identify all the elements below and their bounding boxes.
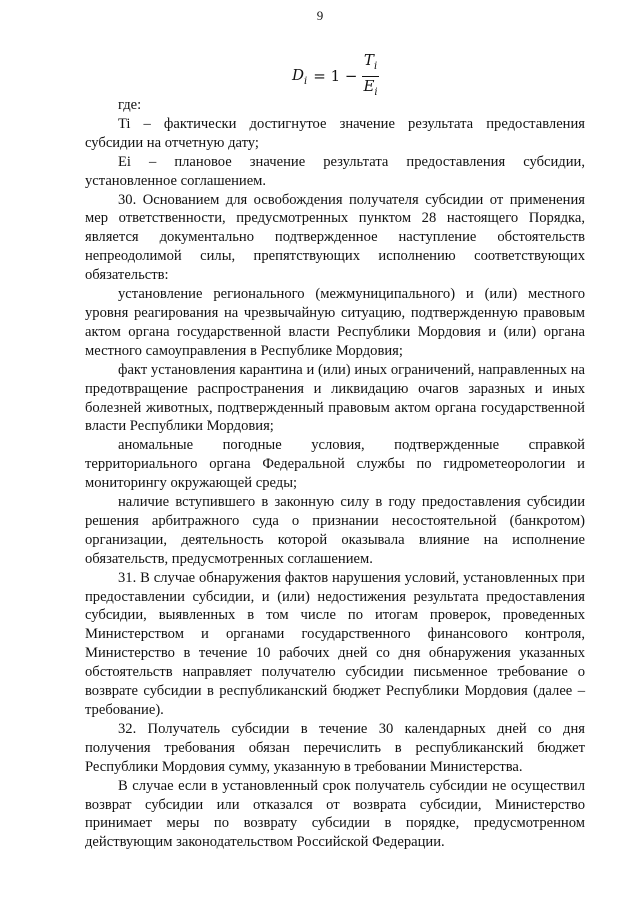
- formula-numerator: $T_i$: [362, 51, 379, 77]
- formula-lhs: $D_i$: [292, 65, 308, 87]
- formula-equals: = 1 −: [313, 67, 358, 85]
- paragraph-30-item-c: аномальные погодные условия, подтвержденные справкой территориального органа Федеральной службы по гидрометеорологии и мониторингу окружающей среды;: [85, 437, 585, 492]
- definition-t: Ti – фактически достигнутое значение результата предоставления субсидии на отчетную дату;: [85, 115, 585, 151]
- paragraph-32: 32. Получатель субсидии в течение 30 календарных дней со дня получения требования обязан перечислить в республиканский бюджет Республики Мордовия сумму, указанную в требовании Министерства.: [85, 720, 585, 775]
- paragraph-30-item-a: установление регионального (межмуниципального) и (или) местного уровня реагирования на чрезвычайную ситуацию, подтвержденную правовым актом органа государственной власти Республики Мордовия и (или) органа местного самоуправления в Республике Мордовия;: [85, 286, 585, 359]
- paragraph-31: 31. В случае обнаружения фактов нарушения условий, установленных при предоставлении субсидии, и (или) недостижения результата предоставления субсидии, выявленных в том числе по итогам проверок, проведенных Министерством и органами государственного финансового контроля, Министерство в течение 10 рабочих дней со дня обнаружения указанных обстоятельств направляет получателю субсидии письменное требование о возврате субсидии в республиканский бюджет Республики Мордовия (далее – требование).: [85, 569, 585, 718]
- formula: [292, 50, 380, 98]
- paragraph-30: 30. Основанием для освобождения получателя субсидии от применения мер ответственности, предусмотренных пунктом 28 настоящего Порядка, является документально подтвержденное наступление обстоятельств непреодолимой силы, препятствующих исполнению соответствующих обязательств:: [85, 191, 585, 284]
- paragraph-30-item-d: наличие вступившего в законную силу в году предоставления субсидии решения арбитражного суда о признании несостоятельной (банкротом) организации, деятельность которой оказывала влияние на исполнение обязательств, предусмотренных соглашением.: [85, 494, 585, 567]
- page-number: 9: [316, 8, 324, 23]
- paragraph-30-item-b: факт установления карантина и (или) иных ограничений, направленных на предотвращение распространения и ликвидацию очагов заразных и иных болезней животных, подтвержденный правовым актом органа государственной власти Республики Мордовия;: [85, 361, 585, 435]
- definition-e: Ei – плановое значение результата предоставления субсидии, установленное соглашением.: [85, 153, 585, 189]
- formula-denominator: $E_i$: [363, 76, 378, 98]
- formula-fraction: [361, 51, 379, 102]
- document-body: [85, 96, 585, 852]
- where-label: где:: [118, 97, 142, 113]
- paragraph-32-continued: В случае если в установленный срок получатель субсидии не осуществил возврат субсидии или отказался от возврата субсидии, Министерство принимает меры по возврату субсидии в порядке, предусмотренном действующим законодательством Российской Федерации.: [85, 777, 585, 851]
